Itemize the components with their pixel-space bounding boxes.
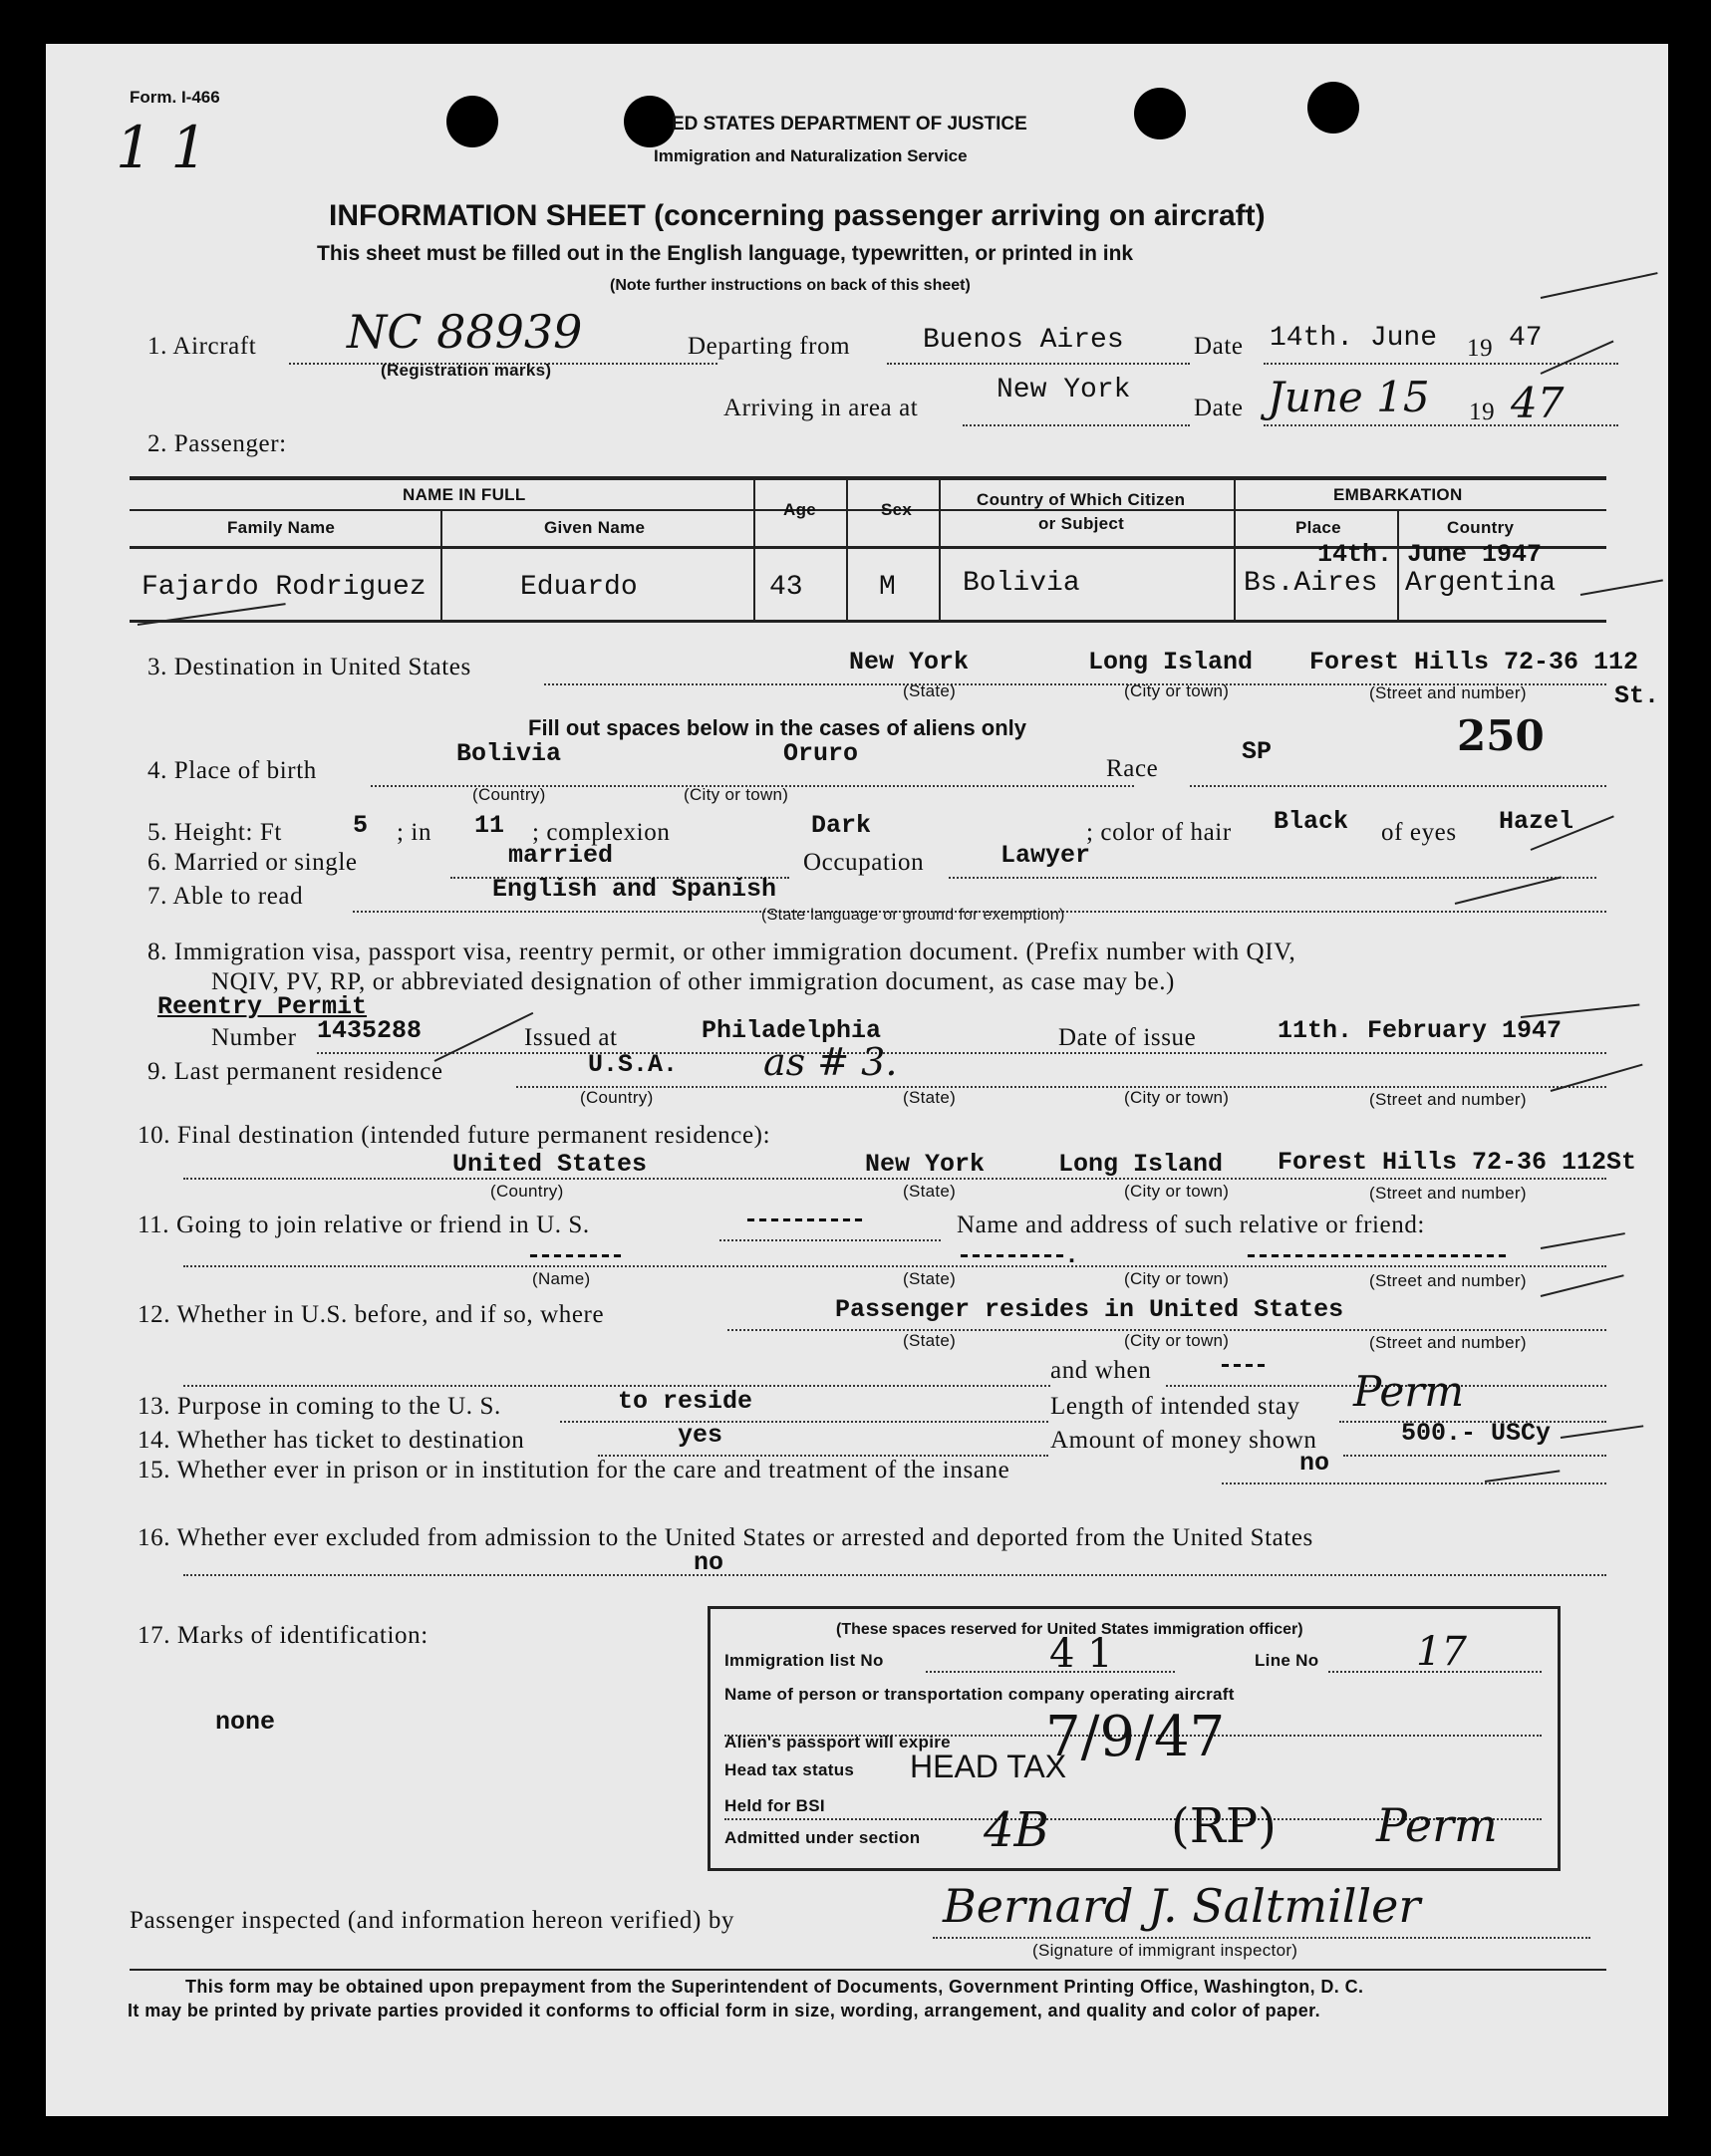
issued-at-label: Issued at: [524, 1024, 618, 1051]
imm-list-label: Immigration list No: [724, 1651, 884, 1670]
prison-value: no: [1299, 1449, 1330, 1478]
before-where-value: Passenger resides in United States: [835, 1295, 1344, 1324]
table-subhead-rule: [130, 509, 1606, 511]
given-name-value: Eduardo: [520, 572, 638, 603]
year-prefix-2: 19: [1469, 399, 1496, 425]
read-value: English and Spanish: [492, 875, 777, 904]
col-divider: [939, 478, 941, 622]
family-name-header: Family Name: [227, 518, 336, 537]
dotted-line: [1190, 785, 1606, 787]
check-mark: [434, 1012, 534, 1062]
state-caption-12: (State): [903, 1331, 957, 1350]
family-name-value: Fajardo Rodriguez: [142, 572, 427, 603]
date2-label: Date: [1194, 395, 1244, 421]
q10-label: 10. Final destination (intended future permanent residence):: [138, 1122, 771, 1149]
departing-value: Buenos Aires: [923, 325, 1124, 356]
dotted-line: [1222, 1482, 1606, 1484]
footer-rule: [130, 1969, 1606, 1971]
state-caption-9: (State): [903, 1088, 957, 1107]
date-label: Date: [1194, 333, 1244, 360]
check-mark: [1541, 341, 1614, 375]
rel-street-value: ----------------------: [1244, 1241, 1508, 1270]
final-city-value: Long Island: [1058, 1150, 1224, 1179]
dest-street-cont: St.: [1614, 681, 1660, 710]
transport-co-label: Name of person or transportation company operating aircraft: [724, 1685, 1235, 1704]
q2-label: 2. Passenger:: [147, 430, 287, 457]
admitted-perm-value: Perm: [1376, 1798, 1498, 1852]
street-caption-9: (Street and number): [1369, 1090, 1527, 1109]
country-caption-10: (Country): [490, 1182, 564, 1201]
subject-header: or Subject: [1038, 514, 1125, 533]
age-header: Age: [783, 500, 817, 519]
punch-hole: [624, 96, 676, 147]
dotted-line: [560, 1421, 1048, 1423]
dest-state-value: New York: [849, 648, 970, 676]
city-caption-11: (City or town): [1124, 1269, 1230, 1288]
check-mark: [1455, 876, 1562, 905]
complexion-value: Dark: [811, 811, 872, 840]
dotted-line: [963, 424, 1190, 426]
q13-label: 13. Purpose in coming to the U. S.: [138, 1393, 501, 1420]
inspected-label: Passenger inspected (and information hereon verified) by: [130, 1907, 735, 1934]
registration-caption: (Registration marks): [381, 361, 552, 380]
embarkation-header: EMBARKATION: [1333, 485, 1463, 504]
footer-line-1: This form may be obtained upon prepayment from the Superintendent of Documents, Government Printing Office, Washington, D. C.: [185, 1977, 1364, 1997]
line-no-value: 17: [1416, 1629, 1467, 1675]
city-caption-9: (City or town): [1124, 1088, 1230, 1107]
q12-label: 12. Whether in U.S. before, and if so, where: [138, 1301, 605, 1328]
length-stay-value: Perm: [1353, 1367, 1465, 1416]
dotted-line: [183, 1574, 1606, 1576]
citizen-header: Country of Which Citizen: [977, 490, 1186, 509]
last-res-note: as # 3.: [763, 1040, 898, 1084]
married-value: married: [508, 841, 614, 870]
q11-label: 11. Going to join relative or friend in U. S.: [138, 1212, 590, 1238]
occupation-value: Lawyer: [1000, 841, 1091, 870]
passport-expire-label: Alien's passport will expire: [724, 1733, 951, 1752]
embark-place-value: Bs.Aires: [1244, 568, 1378, 599]
q9-label: 9. Last permanent residence: [147, 1058, 443, 1085]
footer-line-2: It may be printed by private parties provided it conforms to official form in size, wording, arrangement, and quality and color of paper.: [128, 2001, 1320, 2021]
doc-type-value: Reentry Permit: [157, 992, 368, 1021]
check-mark: [1521, 1003, 1640, 1018]
check-mark: [1580, 579, 1663, 596]
hair-label: ; color of hair: [1086, 819, 1232, 846]
q17-label: 17. Marks of identification:: [138, 1622, 428, 1649]
signature-caption: (Signature of immigrant inspector): [1032, 1941, 1298, 1960]
q4-label: 4. Place of birth: [147, 757, 317, 784]
state-caption-10: (State): [903, 1182, 957, 1201]
dotted-line: [1343, 1455, 1606, 1457]
final-state-value: New York: [865, 1150, 986, 1179]
check-mark: [1541, 1232, 1625, 1249]
table-bottom-rule: [130, 620, 1606, 623]
country-caption: (Country): [472, 785, 546, 804]
sex-value: M: [879, 572, 896, 603]
aliens-only-note: Fill out spaces below in the cases of aliens only: [528, 715, 1027, 740]
col-divider: [753, 478, 755, 622]
amount-money-label: Amount of money shown: [1050, 1427, 1317, 1454]
check-mark: [1541, 1274, 1624, 1297]
imm-list-value: 4 1: [1049, 1631, 1113, 1677]
and-when-value: ----: [1218, 1351, 1267, 1380]
height-in-value: 11: [474, 811, 505, 840]
join-relative-value: ----------: [743, 1206, 864, 1234]
dest-street-value: Forest Hills 72-36 112: [1309, 648, 1639, 676]
dest-city-value: Long Island: [1088, 648, 1254, 676]
q8-text-line1: 8. Immigration visa, passport visa, reentry permit, or other immigration document. (Prefix number with QIV,: [147, 939, 1296, 965]
col-divider: [1234, 478, 1236, 622]
col-divider: [440, 510, 442, 622]
marks-value: none: [215, 1708, 276, 1737]
inch-label: ; in: [397, 819, 432, 846]
q14-label: 14. Whether has ticket to destination: [138, 1427, 525, 1454]
country-caption-9: (Country): [580, 1088, 654, 1107]
arriving-value: New York: [997, 375, 1131, 405]
depart-date-value: 14th. June: [1270, 323, 1438, 354]
and-when-label: and when: [1050, 1357, 1152, 1384]
q6-label: 6. Married or single: [147, 849, 358, 876]
street-caption-11: (Street and number): [1369, 1271, 1527, 1290]
citizen-value: Bolivia: [963, 568, 1080, 599]
final-street-value: Forest Hills 72-36 112St: [1278, 1148, 1637, 1177]
place-header: Place: [1295, 518, 1341, 537]
inspector-signature: Bernard J. Saltmiller: [943, 1879, 1421, 1933]
punch-hole: [1307, 82, 1359, 134]
dotted-line: [933, 1937, 1590, 1939]
given-name-header: Given Name: [544, 518, 646, 537]
check-mark: [1561, 1425, 1643, 1439]
q5-label: 5. Height: Ft: [147, 819, 282, 846]
aircraft-value: NC 88939: [347, 305, 583, 359]
q15-label: 15. Whether ever in prison or in institution for the care and treatment of the insane: [138, 1457, 1010, 1483]
dotted-line: [516, 1086, 1606, 1088]
rel-name-value: --------: [526, 1241, 623, 1270]
eyes-label: of eyes: [1381, 819, 1457, 846]
number-label: Number: [211, 1024, 297, 1051]
form-title: INFORMATION SHEET (concerning passenger arriving on aircraft): [329, 199, 1266, 232]
length-stay-label: Length of intended stay: [1050, 1393, 1300, 1420]
state-caption-11: (State): [903, 1269, 957, 1288]
dotted-line: [949, 877, 1596, 879]
year-prefix: 19: [1467, 335, 1494, 362]
arriving-label: Arriving in area at: [723, 395, 919, 421]
passport-expire-value: 7/9/47: [1045, 1705, 1226, 1769]
sex-header: Sex: [881, 500, 913, 519]
height-ft-value: 5: [353, 811, 369, 840]
race-label: Race: [1106, 755, 1159, 782]
table-top-rule: [130, 476, 1606, 480]
complexion-label: ; complexion: [532, 819, 671, 846]
city-caption-2: (City or town): [684, 785, 789, 804]
name-address-label: Name and address of such relative or friend:: [957, 1212, 1425, 1238]
race-value: SP: [1242, 737, 1273, 766]
head-tax-stamp: HEAD TAX: [910, 1749, 1067, 1784]
birth-city-value: Oruro: [783, 739, 859, 768]
country-header: Country: [1447, 518, 1515, 537]
instruction-line: This sheet must be filled out in the English language, typewritten, or printed in ink: [317, 242, 1134, 265]
arrive-year-value: 47: [1511, 379, 1565, 427]
form-number: Form. I-466: [130, 88, 220, 107]
state-caption: (State): [903, 681, 957, 700]
final-country-value: United States: [452, 1150, 648, 1179]
issued-at-value: Philadelphia: [702, 1016, 882, 1045]
admitted-under-label: Admitted under section: [724, 1828, 921, 1847]
reserved-caption: (These spaces reserved for United States immigration officer): [836, 1621, 1303, 1638]
corner-handwriting: 1 1: [116, 114, 208, 181]
document-sheet: [46, 44, 1668, 2116]
head-tax-label: Head tax status: [724, 1760, 855, 1779]
embark-country-value: Argentina: [1405, 568, 1557, 599]
city-caption-12: (City or town): [1124, 1331, 1230, 1350]
ticket-value: yes: [678, 1421, 723, 1450]
rel-state-value: ---------.: [957, 1241, 1077, 1270]
last-res-country-value: U.S.A.: [588, 1050, 679, 1079]
date-issue-label: Date of issue: [1058, 1024, 1197, 1051]
dotted-line: [887, 363, 1190, 365]
excluded-value: no: [694, 1548, 724, 1577]
admitted-rp-value: (RP): [1171, 1798, 1277, 1854]
q8-text-line2: NQIV, PV, RP, or abbreviated designation of other immigration document, as case may be.): [211, 968, 1175, 995]
arrive-date-value: June 15: [1268, 373, 1430, 421]
dotted-line: [317, 1052, 1606, 1054]
admitted-section-value: 4B: [984, 1802, 1049, 1858]
hair-value: Black: [1274, 807, 1349, 836]
purpose-value: to reside: [618, 1387, 753, 1416]
q16-label: 16. Whether ever excluded from admission to the United States or arrested and deported from the United States: [138, 1524, 1313, 1551]
line-no-label: Line No: [1255, 1651, 1319, 1670]
city-caption-10: (City or town): [1124, 1182, 1230, 1201]
birth-country-value: Bolivia: [456, 739, 562, 768]
money-value: 500.- USCy: [1401, 1419, 1552, 1448]
department-name: ED STATES DEPARTMENT OF JUSTICE: [672, 114, 1027, 135]
q3-label: 3. Destination in United States: [147, 654, 471, 680]
punch-hole: [1134, 88, 1186, 139]
city-caption: (City or town): [1124, 681, 1230, 700]
back-note: (Note further instructions on back of this sheet): [610, 277, 971, 294]
age-value: 43: [769, 572, 803, 603]
dotted-line: [1264, 424, 1618, 426]
dotted-line: [719, 1239, 941, 1241]
date-issue-value: 11th. February 1947: [1278, 1016, 1563, 1045]
name-in-full-header: NAME IN FULL: [403, 485, 526, 504]
race-code-value: 250: [1457, 711, 1545, 760]
name-caption: (Name): [532, 1269, 591, 1288]
check-mark: [1485, 1470, 1561, 1482]
depart-year-value: 47: [1509, 323, 1543, 354]
street-caption-10: (Street and number): [1369, 1184, 1527, 1203]
punch-hole: [446, 96, 498, 147]
doc-number-value: 1435288: [317, 1016, 423, 1045]
held-bsi-label: Held for BSI: [724, 1796, 825, 1815]
dotted-line: [183, 1385, 1050, 1387]
occupation-label: Occupation: [803, 849, 925, 876]
service-name: Immigration and Naturalization Service: [654, 146, 968, 165]
departing-label: Departing from: [688, 333, 851, 360]
street-caption: (Street and number): [1369, 683, 1527, 702]
state-language-caption: (State language or ground for exemption): [761, 907, 1065, 924]
officer-reserved-box: [708, 1606, 1561, 1871]
check-mark: [1541, 272, 1658, 299]
street-caption-12: (Street and number): [1369, 1333, 1527, 1352]
q7-label: 7. Able to read: [147, 883, 304, 910]
eyes-value: Hazel: [1499, 807, 1574, 836]
col-divider: [846, 478, 848, 622]
q1-label: 1. Aircraft: [147, 333, 257, 360]
embark-date-stamp: 14th. June 1947: [1317, 540, 1543, 569]
